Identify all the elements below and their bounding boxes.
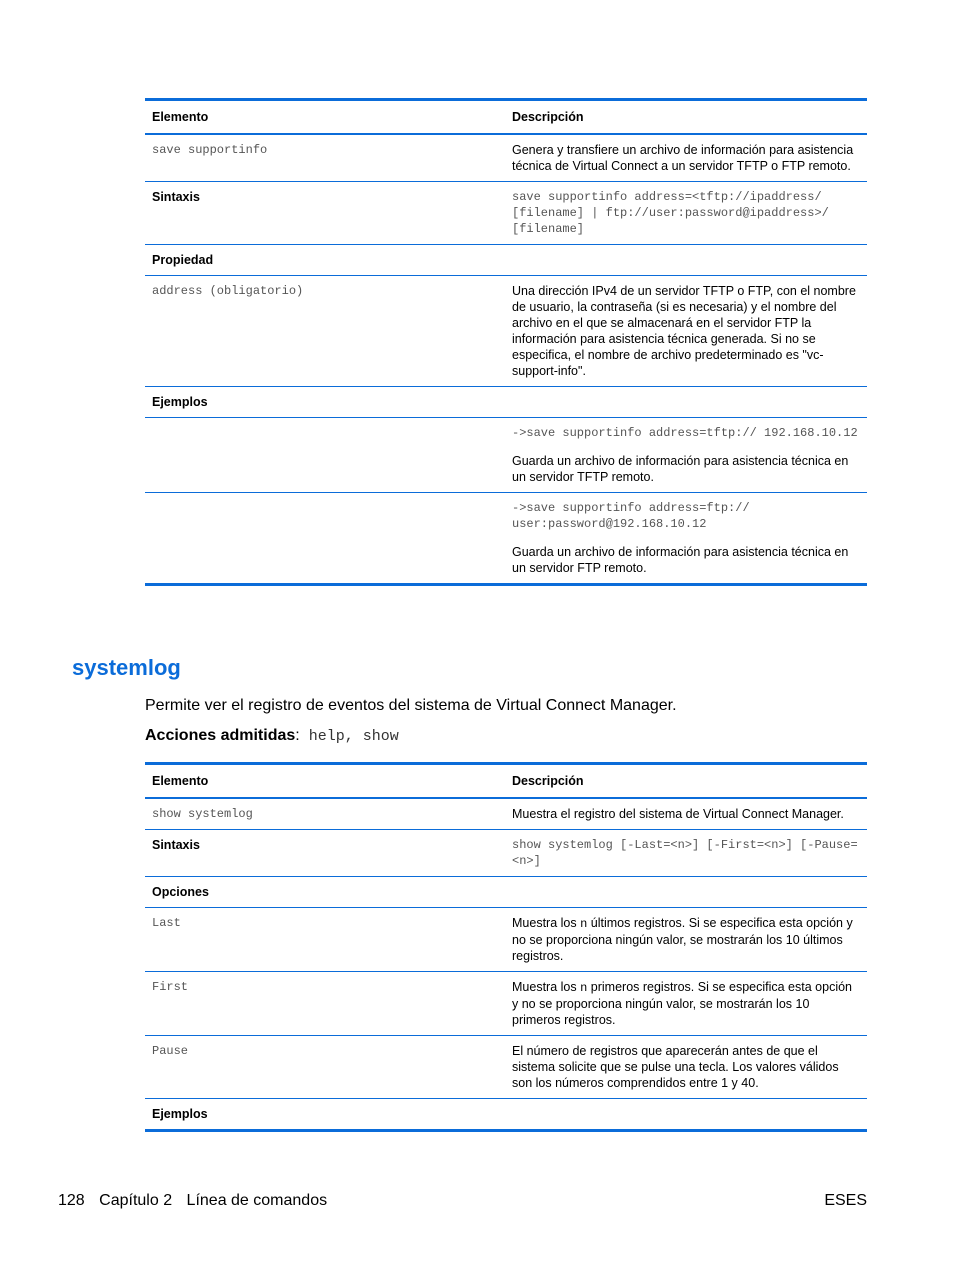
table-header-row	[145, 100, 867, 135]
chapter-title: Línea de comandos	[186, 1192, 328, 1209]
section-title: systemlog	[72, 655, 181, 680]
description-text: primeros registros. Si se especifica esta opción y no se proporciona ningún valor, se mostrarán los 10 primeros registros.	[512, 980, 852, 1027]
section-intro: Permite ver el registro de eventos del sistema de Virtual Connect Manager.	[145, 697, 677, 714]
option-name: First	[145, 972, 505, 1036]
supportinfo-table	[145, 98, 867, 586]
table-row	[145, 245, 867, 276]
property-name: address (obligatorio)	[145, 276, 505, 387]
example-cell	[505, 418, 867, 493]
column-header-element: Elemento	[145, 100, 505, 135]
empty-cell	[145, 493, 505, 585]
column-header-description: Descripción	[505, 764, 867, 799]
example-command: ->save supportinfo address=tftp:// 192.168.10.12	[512, 426, 858, 440]
table-row	[145, 798, 867, 830]
description-code: n	[580, 917, 588, 931]
empty-cell	[505, 1099, 867, 1131]
empty-cell	[145, 418, 505, 493]
syntax-label: Sintaxis	[145, 182, 505, 245]
examples-label: Ejemplos	[145, 387, 505, 418]
property-label: Propiedad	[145, 245, 505, 276]
description-text: Muestra los	[512, 916, 581, 930]
table-row	[145, 877, 867, 908]
table-row	[145, 134, 867, 182]
example-cell	[505, 493, 867, 585]
syntax-value: show systemlog [-Last=<n>] [-First=<n>] [-Pause=<n>]	[505, 830, 867, 877]
table-row	[145, 1036, 867, 1099]
option-description	[505, 972, 867, 1036]
table-row	[145, 1099, 867, 1131]
table-row	[145, 182, 867, 245]
actions-value: help, show	[299, 728, 399, 745]
command-name: save supportinfo	[145, 134, 505, 182]
option-name: Last	[145, 908, 505, 972]
supported-actions	[145, 727, 399, 745]
option-description	[505, 908, 867, 972]
table-row	[145, 276, 867, 387]
table-row	[145, 418, 867, 493]
column-header-description: Descripción	[505, 100, 867, 135]
description-code: n	[580, 981, 588, 995]
systemlog-table	[145, 762, 867, 1132]
example-note: Guarda un archivo de información para asistencia técnica en un servidor FTP remoto.	[512, 545, 849, 575]
empty-cell	[505, 877, 867, 908]
column-header-element: Elemento	[145, 764, 505, 799]
syntax-label: Sintaxis	[145, 830, 505, 877]
options-label: Opciones	[145, 877, 505, 908]
empty-cell	[505, 245, 867, 276]
example-command: ->save supportinfo address=ftp:// user:password@192.168.10.12	[512, 501, 750, 531]
option-description: El número de registros que aparecerán antes de que el sistema solicite que se pulse una tecla. Los valores válidos son los números comprendidos entre 1 y 40.	[505, 1036, 867, 1099]
option-name: Pause	[145, 1036, 505, 1099]
table-header-row	[145, 764, 867, 799]
table-row	[145, 972, 867, 1036]
table-row	[145, 493, 867, 585]
chapter-label: Capítulo 2	[99, 1192, 173, 1209]
table-row	[145, 387, 867, 418]
page-number: 128	[58, 1192, 85, 1209]
description-text: últimos registros. Si se especifica esta opción y no se proporciona ningún valor, se mostrarán los 10 últimos registros.	[512, 916, 853, 963]
property-description: Una dirección IPv4 de un servidor TFTP o FTP, con el nombre de usuario, la contraseña (si es necesaria) y el nombre del archivo en el que se almacenará en el servidor FTP la información para asistencia técnica generada. Si no se especifica, el nombre de archivo predeterminado es "vc-support-info".	[505, 276, 867, 387]
table-row	[145, 830, 867, 877]
actions-separator: :	[295, 727, 300, 744]
actions-label: Acciones admitidas	[145, 727, 296, 744]
command-description: Muestra el registro del sistema de Virtual Connect Manager.	[505, 798, 867, 830]
examples-label: Ejemplos	[145, 1099, 505, 1131]
description-text: Muestra los	[512, 980, 581, 994]
command-name: show systemlog	[145, 798, 505, 830]
command-description: Genera y transfiere un archivo de información para asistencia técnica de Virtual Connect a un servidor TFTP o FTP remoto.	[505, 134, 867, 182]
locale-code: ESES	[824, 1192, 867, 1209]
table-row	[145, 908, 867, 972]
page-footer	[58, 1192, 337, 1210]
empty-cell	[505, 387, 867, 418]
example-note: Guarda un archivo de información para asistencia técnica en un servidor TFTP remoto.	[512, 454, 849, 484]
syntax-value: save supportinfo address=<tftp://ipaddress/ [filename] | ftp://user:password@ipaddress>/ [filename]	[505, 182, 867, 245]
